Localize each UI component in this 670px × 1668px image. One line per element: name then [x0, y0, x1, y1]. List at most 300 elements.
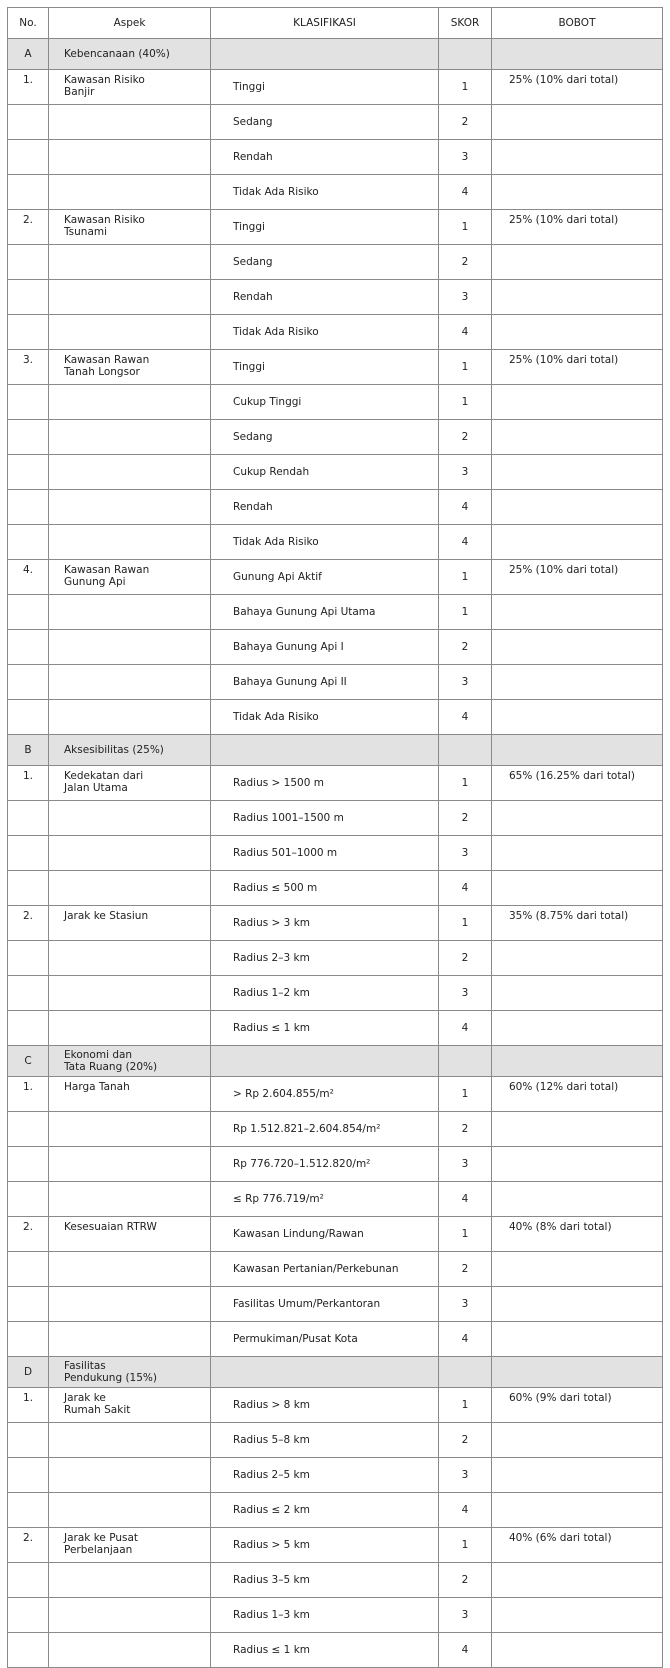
item-aspek-text: Kawasan Rawan Gunung Api	[64, 564, 150, 588]
bobot-cell: 25% (10% dari total)	[492, 210, 663, 245]
skor-cell: 3	[439, 665, 492, 700]
klasifikasi-cell: Sedang	[211, 245, 439, 280]
table-row	[8, 315, 663, 350]
table-row	[8, 1182, 663, 1217]
item-aspek-text: Kawasan Risiko Tsunami	[64, 214, 145, 238]
bobot-cell: 25% (10% dari total)	[492, 70, 663, 105]
klasifikasi-cell: Bahaya Gunung Api I	[211, 630, 439, 665]
klasifikasi-cell: Sedang	[211, 105, 439, 140]
item-aspek-text: Kawasan Risiko Banjir	[64, 74, 145, 98]
header-aspek: Aspek	[49, 8, 211, 39]
skor-cell: 2	[439, 245, 492, 280]
empty-cell	[492, 836, 663, 871]
klasifikasi-cell: Rp 1.512.821–2.604.854/m²	[211, 1112, 439, 1147]
empty-cell	[49, 1493, 211, 1528]
skor-cell: 1	[439, 766, 492, 801]
item-number: 2.	[8, 906, 49, 941]
klasifikasi-cell: Radius 5–8 km	[211, 1423, 439, 1458]
item-number: 1.	[8, 70, 49, 105]
skor-cell: 2	[439, 1563, 492, 1598]
empty-cell	[49, 140, 211, 175]
empty-cell	[49, 1598, 211, 1633]
table-row	[8, 1217, 663, 1252]
empty-cell	[49, 245, 211, 280]
empty-cell	[8, 1011, 49, 1046]
table-row	[8, 1287, 663, 1322]
klasifikasi-cell: Rendah	[211, 490, 439, 525]
section-id: B	[8, 735, 49, 766]
empty-cell	[8, 315, 49, 350]
section-id: D	[8, 1357, 49, 1388]
klasifikasi-cell: Radius 2–5 km	[211, 1458, 439, 1493]
skor-cell: 4	[439, 1182, 492, 1217]
item-number: 1.	[8, 1077, 49, 1112]
klasifikasi-cell: Radius > 1500 m	[211, 766, 439, 801]
table-row	[8, 1077, 663, 1112]
table-row	[8, 385, 663, 420]
skor-cell: 1	[439, 70, 492, 105]
header-skor: SKOR	[439, 8, 492, 39]
section-title	[49, 1357, 211, 1388]
skor-cell: 1	[439, 1077, 492, 1112]
skor-cell: 2	[439, 801, 492, 836]
empty-cell	[49, 385, 211, 420]
table-row	[8, 1598, 663, 1633]
empty-cell	[8, 420, 49, 455]
empty-cell	[492, 1598, 663, 1633]
section-empty	[439, 39, 492, 70]
empty-cell	[49, 871, 211, 906]
skor-cell: 3	[439, 455, 492, 490]
empty-cell	[8, 1112, 49, 1147]
section-empty	[492, 1046, 663, 1077]
item-number: 1.	[8, 766, 49, 801]
section-empty	[439, 1357, 492, 1388]
item-aspek	[49, 906, 211, 941]
bobot-cell: 40% (6% dari total)	[492, 1528, 663, 1563]
empty-cell	[8, 595, 49, 630]
item-number: 2.	[8, 1217, 49, 1252]
table-row	[8, 941, 663, 976]
section-empty	[211, 39, 439, 70]
empty-cell	[492, 420, 663, 455]
section-title	[49, 735, 211, 766]
empty-cell	[492, 630, 663, 665]
section-row	[8, 735, 663, 766]
empty-cell	[8, 976, 49, 1011]
section-title	[49, 39, 211, 70]
empty-cell	[8, 871, 49, 906]
item-aspek	[49, 1528, 211, 1563]
empty-cell	[49, 105, 211, 140]
empty-cell	[49, 175, 211, 210]
empty-cell	[492, 1458, 663, 1493]
table-row	[8, 665, 663, 700]
empty-cell	[8, 1423, 49, 1458]
empty-cell	[8, 1147, 49, 1182]
empty-cell	[8, 105, 49, 140]
klasifikasi-cell: Radius > 3 km	[211, 906, 439, 941]
table-row	[8, 700, 663, 735]
empty-cell	[49, 700, 211, 735]
empty-cell	[49, 1633, 211, 1668]
table-row	[8, 1011, 663, 1046]
skor-cell: 4	[439, 175, 492, 210]
table-row	[8, 595, 663, 630]
empty-cell	[492, 490, 663, 525]
table-row	[8, 455, 663, 490]
empty-cell	[492, 976, 663, 1011]
section-empty	[492, 735, 663, 766]
empty-cell	[49, 941, 211, 976]
empty-cell	[492, 385, 663, 420]
klasifikasi-cell: Radius ≤ 1 km	[211, 1011, 439, 1046]
empty-cell	[8, 801, 49, 836]
skor-cell: 4	[439, 700, 492, 735]
klasifikasi-cell: Bahaya Gunung Api II	[211, 665, 439, 700]
empty-cell	[8, 665, 49, 700]
item-number: 3.	[8, 350, 49, 385]
klasifikasi-cell: Tidak Ada Risiko	[211, 175, 439, 210]
empty-cell	[49, 665, 211, 700]
klasifikasi-cell: Rendah	[211, 140, 439, 175]
skor-cell: 3	[439, 140, 492, 175]
empty-cell	[49, 1112, 211, 1147]
table-row	[8, 1322, 663, 1357]
skor-cell: 1	[439, 1388, 492, 1423]
criteria-table	[7, 7, 663, 1668]
table-row	[8, 906, 663, 941]
bobot-cell: 25% (10% dari total)	[492, 350, 663, 385]
item-aspek	[49, 70, 211, 105]
empty-cell	[492, 665, 663, 700]
skor-cell: 3	[439, 1287, 492, 1322]
klasifikasi-cell: Radius ≤ 1 km	[211, 1633, 439, 1668]
skor-cell: 1	[439, 595, 492, 630]
skor-cell: 1	[439, 350, 492, 385]
skor-cell: 3	[439, 280, 492, 315]
empty-cell	[49, 595, 211, 630]
skor-cell: 1	[439, 1528, 492, 1563]
table-row	[8, 490, 663, 525]
empty-cell	[49, 836, 211, 871]
header-klasifikasi: KLASIFIKASI	[211, 8, 439, 39]
skor-cell: 1	[439, 906, 492, 941]
empty-cell	[8, 1287, 49, 1322]
empty-cell	[492, 1423, 663, 1458]
empty-cell	[492, 1252, 663, 1287]
empty-cell	[49, 280, 211, 315]
empty-cell	[8, 1322, 49, 1357]
empty-cell	[8, 490, 49, 525]
table-row	[8, 1458, 663, 1493]
skor-cell: 2	[439, 1112, 492, 1147]
skor-cell: 3	[439, 1147, 492, 1182]
klasifikasi-cell: Radius 2–3 km	[211, 941, 439, 976]
empty-cell	[8, 630, 49, 665]
section-row	[8, 39, 663, 70]
skor-cell: 4	[439, 315, 492, 350]
table-row	[8, 1388, 663, 1423]
item-number: 1.	[8, 1388, 49, 1423]
skor-cell: 4	[439, 1493, 492, 1528]
item-aspek-text: Kesesuaian RTRW	[64, 1221, 157, 1233]
empty-cell	[49, 630, 211, 665]
empty-cell	[8, 455, 49, 490]
section-empty	[211, 735, 439, 766]
table-row	[8, 140, 663, 175]
skor-cell: 4	[439, 490, 492, 525]
empty-cell	[492, 700, 663, 735]
empty-cell	[8, 1252, 49, 1287]
empty-cell	[49, 1182, 211, 1217]
empty-cell	[492, 280, 663, 315]
table-row	[8, 420, 663, 455]
item-aspek-text: Harga Tanah	[64, 1081, 130, 1093]
table-row	[8, 836, 663, 871]
klasifikasi-cell: Fasilitas Umum/Perkantoran	[211, 1287, 439, 1322]
empty-cell	[8, 140, 49, 175]
table-row	[8, 105, 663, 140]
empty-cell	[49, 801, 211, 836]
empty-cell	[8, 1598, 49, 1633]
skor-cell: 2	[439, 630, 492, 665]
empty-cell	[492, 245, 663, 280]
item-aspek-text: Jarak ke Pusat Perbelanjaan	[64, 1532, 139, 1556]
skor-cell: 2	[439, 1252, 492, 1287]
item-aspek	[49, 1077, 211, 1112]
skor-cell: 1	[439, 1217, 492, 1252]
item-number: 2.	[8, 210, 49, 245]
table-row	[8, 801, 663, 836]
empty-cell	[49, 525, 211, 560]
klasifikasi-cell: Tidak Ada Risiko	[211, 315, 439, 350]
klasifikasi-cell: Radius 3–5 km	[211, 1563, 439, 1598]
empty-cell	[8, 385, 49, 420]
empty-cell	[492, 1563, 663, 1598]
section-empty	[439, 735, 492, 766]
empty-cell	[8, 245, 49, 280]
klasifikasi-cell: Permukiman/Pusat Kota	[211, 1322, 439, 1357]
table-row	[8, 280, 663, 315]
bobot-cell: 40% (8% dari total)	[492, 1217, 663, 1252]
klasifikasi-cell: Tinggi	[211, 70, 439, 105]
bobot-cell: 25% (10% dari total)	[492, 560, 663, 595]
item-number: 2.	[8, 1528, 49, 1563]
section-empty	[211, 1357, 439, 1388]
table-row	[8, 1423, 663, 1458]
section-title-text: Kebencanaan (40%)	[64, 48, 170, 60]
skor-cell: 1	[439, 210, 492, 245]
klasifikasi-cell: Tinggi	[211, 210, 439, 245]
empty-cell	[492, 1287, 663, 1322]
item-aspek	[49, 350, 211, 385]
section-title	[49, 1046, 211, 1077]
section-empty	[492, 1357, 663, 1388]
skor-cell: 4	[439, 871, 492, 906]
section-title-text: Ekonomi dan Tata Ruang (20%)	[64, 1049, 158, 1073]
empty-cell	[49, 490, 211, 525]
table-row	[8, 630, 663, 665]
klasifikasi-cell: Rp 776.720–1.512.820/m²	[211, 1147, 439, 1182]
empty-cell	[49, 420, 211, 455]
table-row	[8, 1633, 663, 1668]
bobot-cell: 65% (16.25% dari total)	[492, 766, 663, 801]
empty-cell	[492, 105, 663, 140]
item-aspek	[49, 1217, 211, 1252]
bobot-cell: 35% (8.75% dari total)	[492, 906, 663, 941]
klasifikasi-cell: Kawasan Pertanian/Perkebunan	[211, 1252, 439, 1287]
skor-cell: 2	[439, 420, 492, 455]
empty-cell	[49, 1423, 211, 1458]
empty-cell	[492, 1633, 663, 1668]
skor-cell: 3	[439, 836, 492, 871]
klasifikasi-cell: ≤ Rp 776.719/m²	[211, 1182, 439, 1217]
empty-cell	[8, 175, 49, 210]
section-title-text: Aksesibilitas (25%)	[64, 744, 164, 756]
table-row	[8, 1252, 663, 1287]
skor-cell: 3	[439, 1598, 492, 1633]
empty-cell	[49, 1287, 211, 1322]
empty-cell	[8, 280, 49, 315]
empty-cell	[492, 1182, 663, 1217]
klasifikasi-cell: Tidak Ada Risiko	[211, 700, 439, 735]
table-row	[8, 70, 663, 105]
empty-cell	[492, 1011, 663, 1046]
section-id: A	[8, 39, 49, 70]
empty-cell	[492, 871, 663, 906]
item-aspek-text: Jarak ke Rumah Sakit	[64, 1392, 131, 1416]
section-empty	[439, 1046, 492, 1077]
klasifikasi-cell: > Rp 2.604.855/m²	[211, 1077, 439, 1112]
bobot-cell: 60% (12% dari total)	[492, 1077, 663, 1112]
header-row	[8, 8, 663, 39]
empty-cell	[492, 595, 663, 630]
empty-cell	[492, 1112, 663, 1147]
table-body	[8, 39, 663, 1668]
empty-cell	[8, 836, 49, 871]
empty-cell	[492, 455, 663, 490]
empty-cell	[492, 525, 663, 560]
skor-cell: 1	[439, 385, 492, 420]
table-row	[8, 175, 663, 210]
skor-cell: 4	[439, 1322, 492, 1357]
skor-cell: 3	[439, 976, 492, 1011]
empty-cell	[492, 140, 663, 175]
table-row	[8, 1112, 663, 1147]
table-row	[8, 871, 663, 906]
item-aspek	[49, 210, 211, 245]
empty-cell	[492, 175, 663, 210]
item-aspek-text: Kedekatan dari Jalan Utama	[64, 770, 144, 794]
empty-cell	[492, 1322, 663, 1357]
skor-cell: 2	[439, 105, 492, 140]
empty-cell	[8, 1182, 49, 1217]
empty-cell	[8, 941, 49, 976]
table-row	[8, 350, 663, 385]
bobot-cell: 60% (9% dari total)	[492, 1388, 663, 1423]
skor-cell: 4	[439, 1633, 492, 1668]
table-row	[8, 1528, 663, 1563]
klasifikasi-cell: Radius > 8 km	[211, 1388, 439, 1423]
empty-cell	[492, 1493, 663, 1528]
table-row	[8, 560, 663, 595]
item-aspek-text: Jarak ke Stasiun	[64, 910, 149, 922]
section-empty	[492, 39, 663, 70]
section-id: C	[8, 1046, 49, 1077]
skor-cell: 4	[439, 525, 492, 560]
klasifikasi-cell: Sedang	[211, 420, 439, 455]
empty-cell	[8, 1458, 49, 1493]
klasifikasi-cell: Gunung Api Aktif	[211, 560, 439, 595]
table-row	[8, 976, 663, 1011]
klasifikasi-cell: Radius ≤ 2 km	[211, 1493, 439, 1528]
skor-cell: 2	[439, 1423, 492, 1458]
klasifikasi-cell: Radius ≤ 500 m	[211, 871, 439, 906]
table-row	[8, 525, 663, 560]
table-row	[8, 1493, 663, 1528]
table-row	[8, 245, 663, 280]
skor-cell: 1	[439, 560, 492, 595]
klasifikasi-cell: Radius 1001–1500 m	[211, 801, 439, 836]
empty-cell	[8, 1563, 49, 1598]
empty-cell	[8, 1493, 49, 1528]
klasifikasi-cell: Tidak Ada Risiko	[211, 525, 439, 560]
header-no: No.	[8, 8, 49, 39]
empty-cell	[492, 801, 663, 836]
empty-cell	[492, 315, 663, 350]
empty-cell	[49, 1011, 211, 1046]
klasifikasi-cell: Cukup Rendah	[211, 455, 439, 490]
item-aspek	[49, 1388, 211, 1423]
klasifikasi-cell: Tinggi	[211, 350, 439, 385]
item-aspek	[49, 766, 211, 801]
klasifikasi-cell: Radius 501–1000 m	[211, 836, 439, 871]
table-row	[8, 210, 663, 245]
klasifikasi-cell: Radius > 5 km	[211, 1528, 439, 1563]
empty-cell	[8, 1633, 49, 1668]
table-row	[8, 1147, 663, 1182]
section-row	[8, 1357, 663, 1388]
empty-cell	[49, 315, 211, 350]
klasifikasi-cell: Radius 1–2 km	[211, 976, 439, 1011]
table-row	[8, 1563, 663, 1598]
empty-cell	[49, 976, 211, 1011]
header-bobot: BOBOT	[492, 8, 663, 39]
section-row	[8, 1046, 663, 1077]
skor-cell: 2	[439, 941, 492, 976]
empty-cell	[49, 1322, 211, 1357]
item-number: 4.	[8, 560, 49, 595]
klasifikasi-cell: Cukup Tinggi	[211, 385, 439, 420]
table-row	[8, 766, 663, 801]
klasifikasi-cell: Bahaya Gunung Api Utama	[211, 595, 439, 630]
empty-cell	[49, 1458, 211, 1493]
empty-cell	[49, 1563, 211, 1598]
empty-cell	[49, 1252, 211, 1287]
klasifikasi-cell: Rendah	[211, 280, 439, 315]
empty-cell	[49, 1147, 211, 1182]
section-title-text: Fasilitas Pendukung (15%)	[64, 1360, 157, 1384]
klasifikasi-cell: Radius 1–3 km	[211, 1598, 439, 1633]
item-aspek	[49, 560, 211, 595]
empty-cell	[8, 525, 49, 560]
section-empty	[211, 1046, 439, 1077]
empty-cell	[8, 700, 49, 735]
empty-cell	[492, 1147, 663, 1182]
item-aspek-text: Kawasan Rawan Tanah Longsor	[64, 354, 150, 378]
klasifikasi-cell: Kawasan Lindung/Rawan	[211, 1217, 439, 1252]
